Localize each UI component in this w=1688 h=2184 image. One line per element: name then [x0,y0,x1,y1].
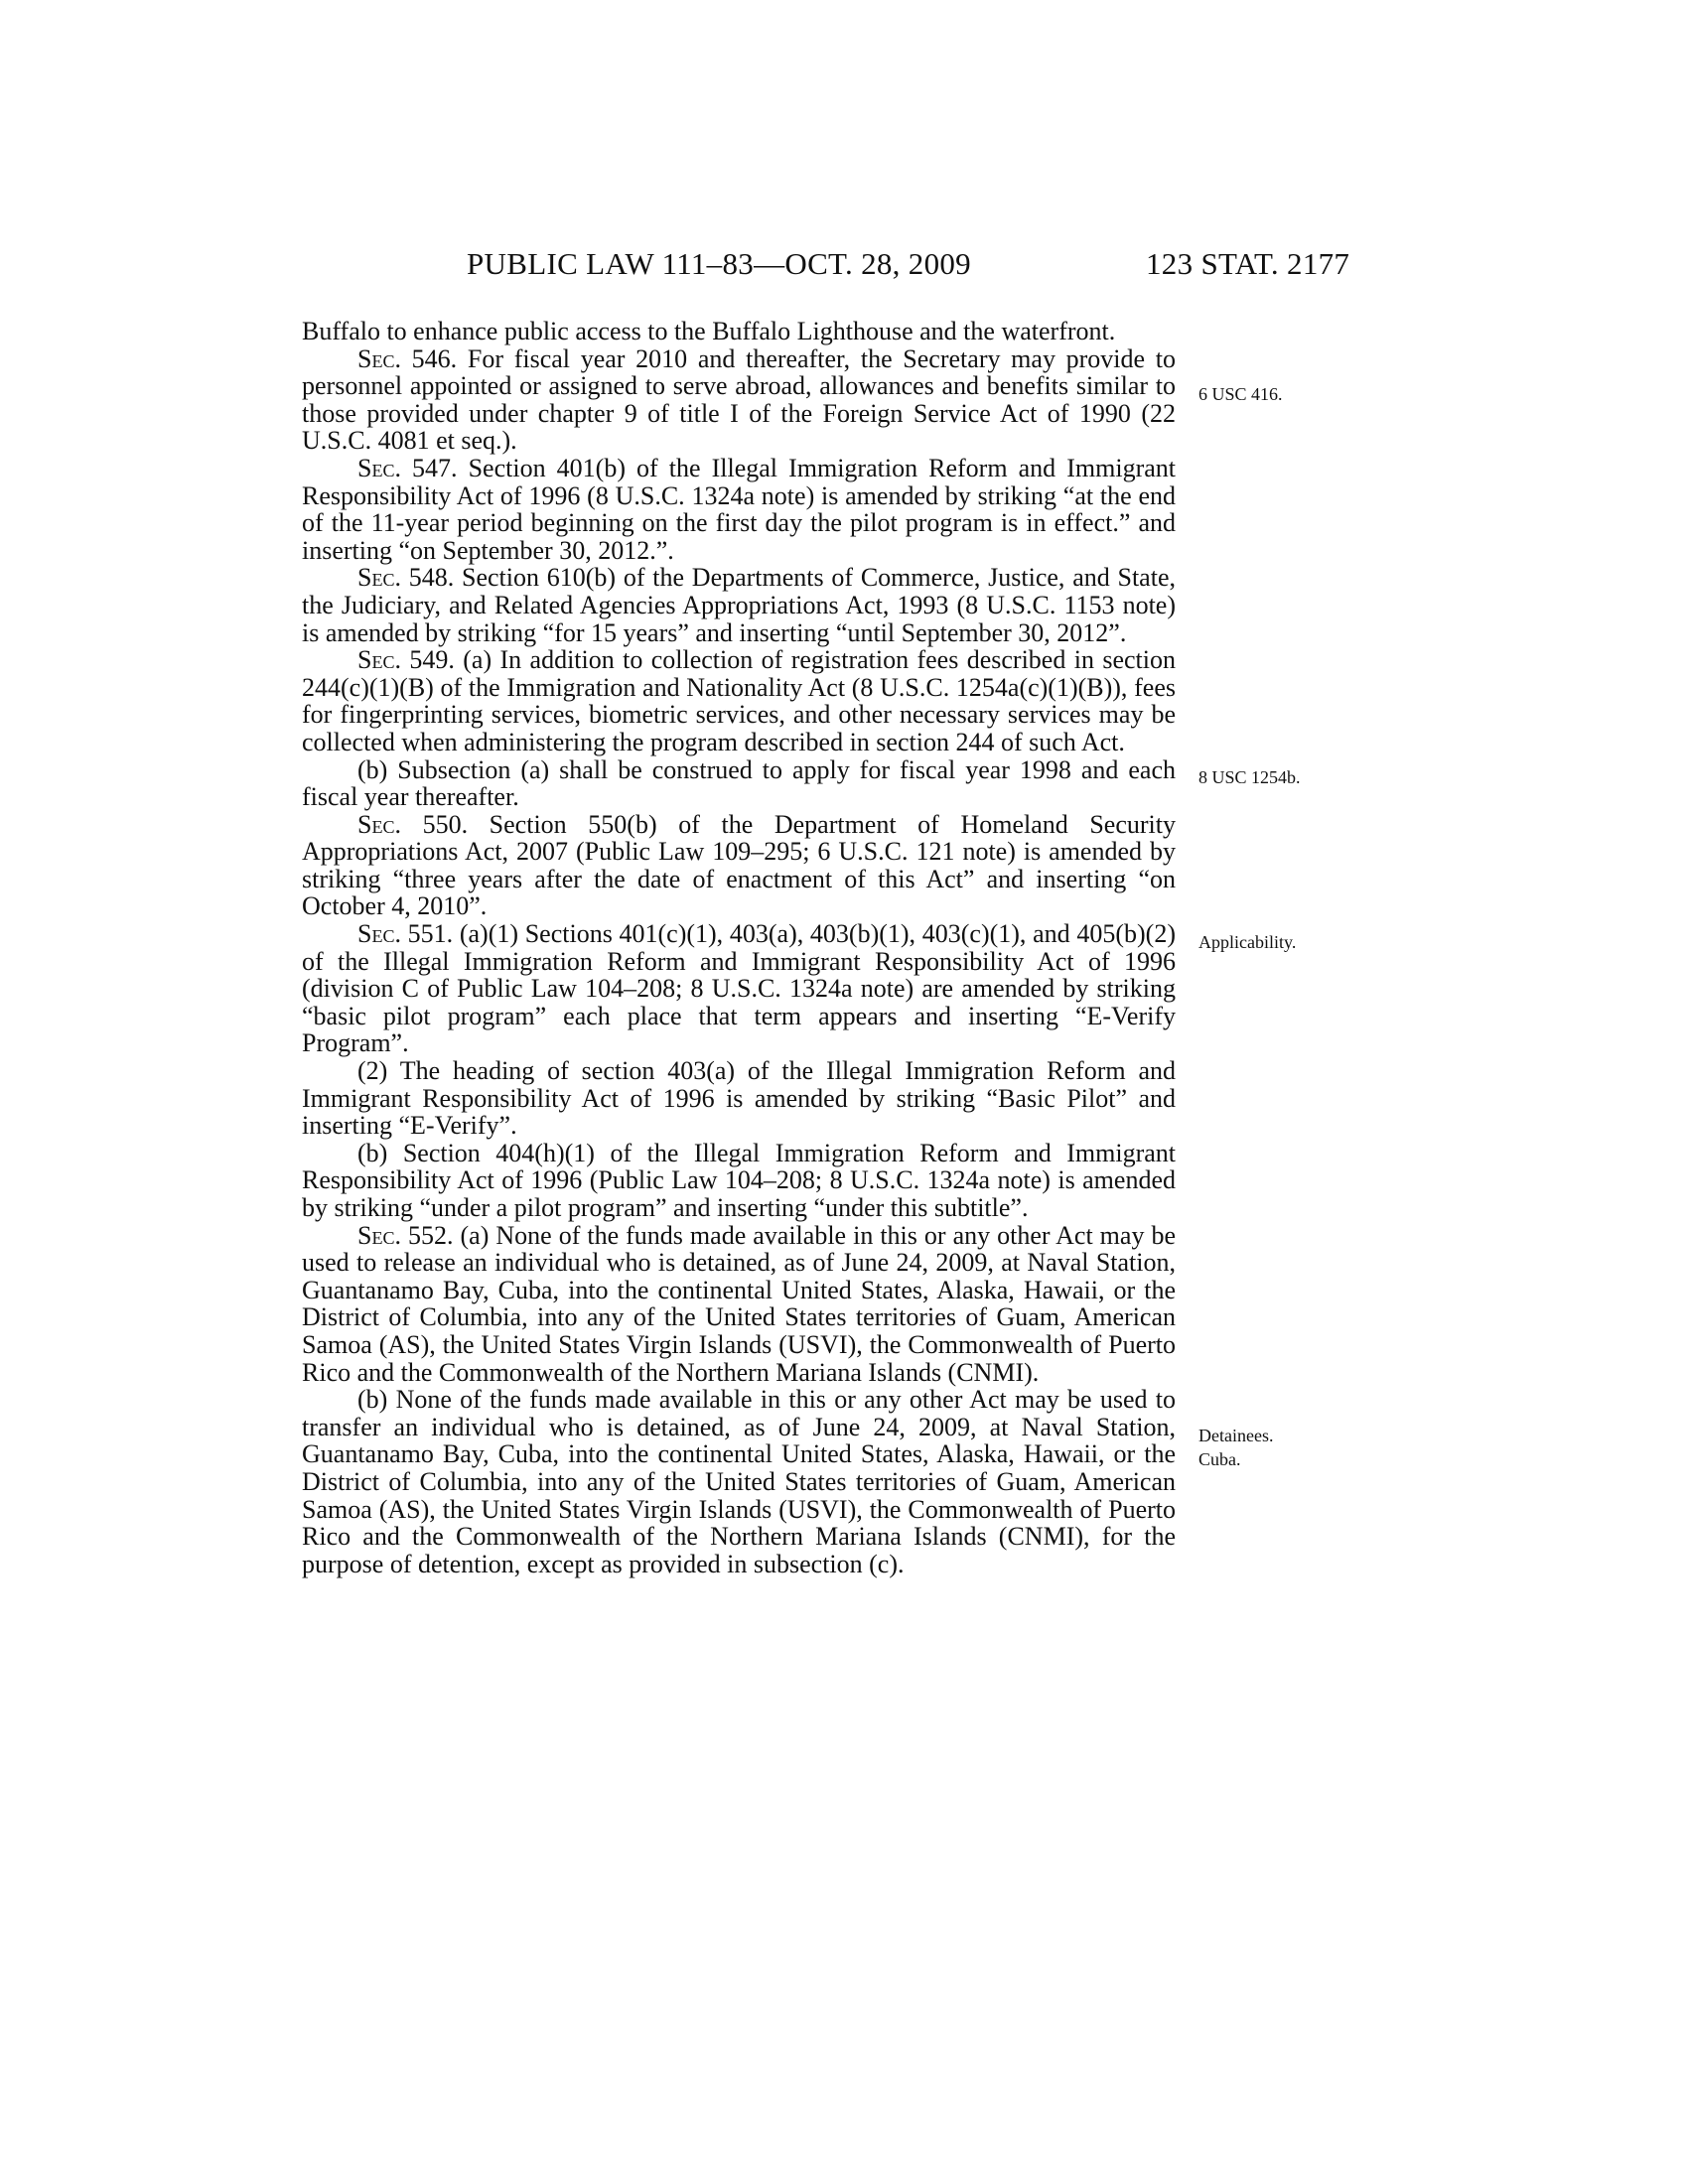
stat-page-number: 123 STAT. 2177 [1146,246,1350,281]
paragraph-text: Buffalo to enhance public access to the Buffalo Lighthouse and the waterfront. [302,317,1116,345]
paragraph-continuation [302,318,1176,345]
section-heading: Sec. 549. [357,645,455,675]
section-550 [302,811,1176,920]
section-551-b [302,1140,1176,1222]
paragraph-text: (b) None of the funds made available in this or any other Act may be used to transfer an individual who is detained, as of June 24, 2009, at Naval Station, Guantanamo Bay, Cuba, into the continental United States, Alaska, Hawaii, or the District of Columbia, into any of the United States territories of Guam, American Samoa (AS), the United States Virgin Islands (USVI), the Commonwealth of Puerto Rico and the Commonwealth of the Northern Mariana Islands (CNMI), for the purpose of detention, except as provided in subsection (c). [302,1385,1176,1578]
paragraph-text: Section 401(b) of the Illegal Immigration Reform and Immigrant Responsibility Act of 1996 (8 U.S.C. 1324a note) is amended by striking “at the end of the 11-year period beginning on the first day the pilot program is in effect.” and inserting “on September 30, 2012.”. [302,453,1176,565]
paragraph-text: (a) None of the funds made available in this or any other Act may be used to release an individual who is detained, as of June 24, 2009, at Naval Station, Guantanamo Bay, Cuba, into the continental United States, Alaska, Hawaii, or the District of Columbia, into any of the United States territories of Guam, American Samoa (AS), the United States Virgin Islands (USVI), the Commonwealth of Puerto Rico and the Commonwealth of the Northern Mariana Islands (CNMI). [302,1220,1176,1387]
margin-note-usc-1254b: 8 USC 1254b. [1198,767,1301,787]
section-549 [302,646,1176,755]
margin-note-usc-416: 6 USC 416. [1198,384,1283,404]
section-heading: Sec. 546. [357,343,458,373]
margin-note-applicability: Applicability. [1198,932,1297,952]
paragraph-text: (b) Section 404(h)(1) of the Illegal Immigration Reform and Immigrant Responsibility Act of 1996 (Public Law 104–208; 8 U.S.C. 1324a note) is amended by striking “under a pilot program” and inserting “under this subtitle”. [302,1138,1176,1222]
margin-note-detainees: Detainees. [1198,1426,1274,1445]
section-549-b [302,756,1176,811]
section-548 [302,564,1176,646]
section-heading: Sec. 548. [357,563,455,593]
margin-note-cuba: Cuba. [1198,1449,1241,1469]
section-546 [302,345,1176,455]
section-551-a-2 [302,1057,1176,1140]
paragraph-text: Section 550(b) of the Department of Homeland Security Appropriations Act, 2007 (Public Law 109–295; 6 U.S.C. 121 note) is amended by striking “three years after the date of enactment of this Act” and inserting “on October 4, 2010”. [302,809,1176,921]
paragraph-text: For fiscal year 2010 and thereafter, the Secretary may provide to personnel appointed or assigned to serve abroad, allowances and benefits similar to those provided under chapter 9 of title I of the Foreign Service Act of 1990 (22 U.S.C. 4081 et seq.). [302,343,1176,456]
paragraph-text: Section 610(b) of the Departments of Commerce, Justice, and State, the Judiciary, and Related Agencies Appropriations Act, 1993 (8 U.S.C. 1153 note) is amended by striking “for 15 years” and inserting “until September 30, 2012”. [302,563,1176,647]
section-heading: Sec. 550. [357,809,469,839]
paragraph-text: (a) In addition to collection of registration fees described in section 244(c)(1)(B) of the Immigration and Nationality Act (8 U.S.C. 1254a(c)(1)(B)), fees for fingerprinting services, biometric services, and other necessary services may be collected when administering the program described in section 244 of such Act. [302,645,1176,756]
running-header-title: PUBLIC LAW 111–83—OCT. 28, 2009 [467,246,971,281]
body-text [302,318,1176,1577]
section-552 [302,1222,1176,1387]
paragraph-text: (2) The heading of section 403(a) of the Illegal Immigration Reform and Immigrant Responsibility Act of 1996 is amended by striking “Basic Pilot” and inserting “E-Verify”. [302,1056,1176,1141]
section-551 [302,920,1176,1057]
section-heading: Sec. 547. [357,453,458,482]
paragraph-text: (b) Subsection (a) shall be construed to apply for fiscal year 1998 and each fiscal year thereafter. [302,754,1176,812]
paragraph-text: (a)(1) Sections 401(c)(1), 403(a), 403(b)(1), 403(c)(1), and 405(b)(2) of the Illegal Immigration Reform and Immigrant Responsibility Act of 1996 (division C of Public Law 104–208; 8 U.S.C. 1324a note) are amended by striking “basic pilot program” each place that term appears and inserting “E-Verify Program”. [302,919,1176,1058]
section-heading: Sec. 551. [357,919,454,949]
section-547 [302,455,1176,564]
section-heading: Sec. 552. [357,1220,454,1250]
section-552-b [302,1386,1176,1577]
